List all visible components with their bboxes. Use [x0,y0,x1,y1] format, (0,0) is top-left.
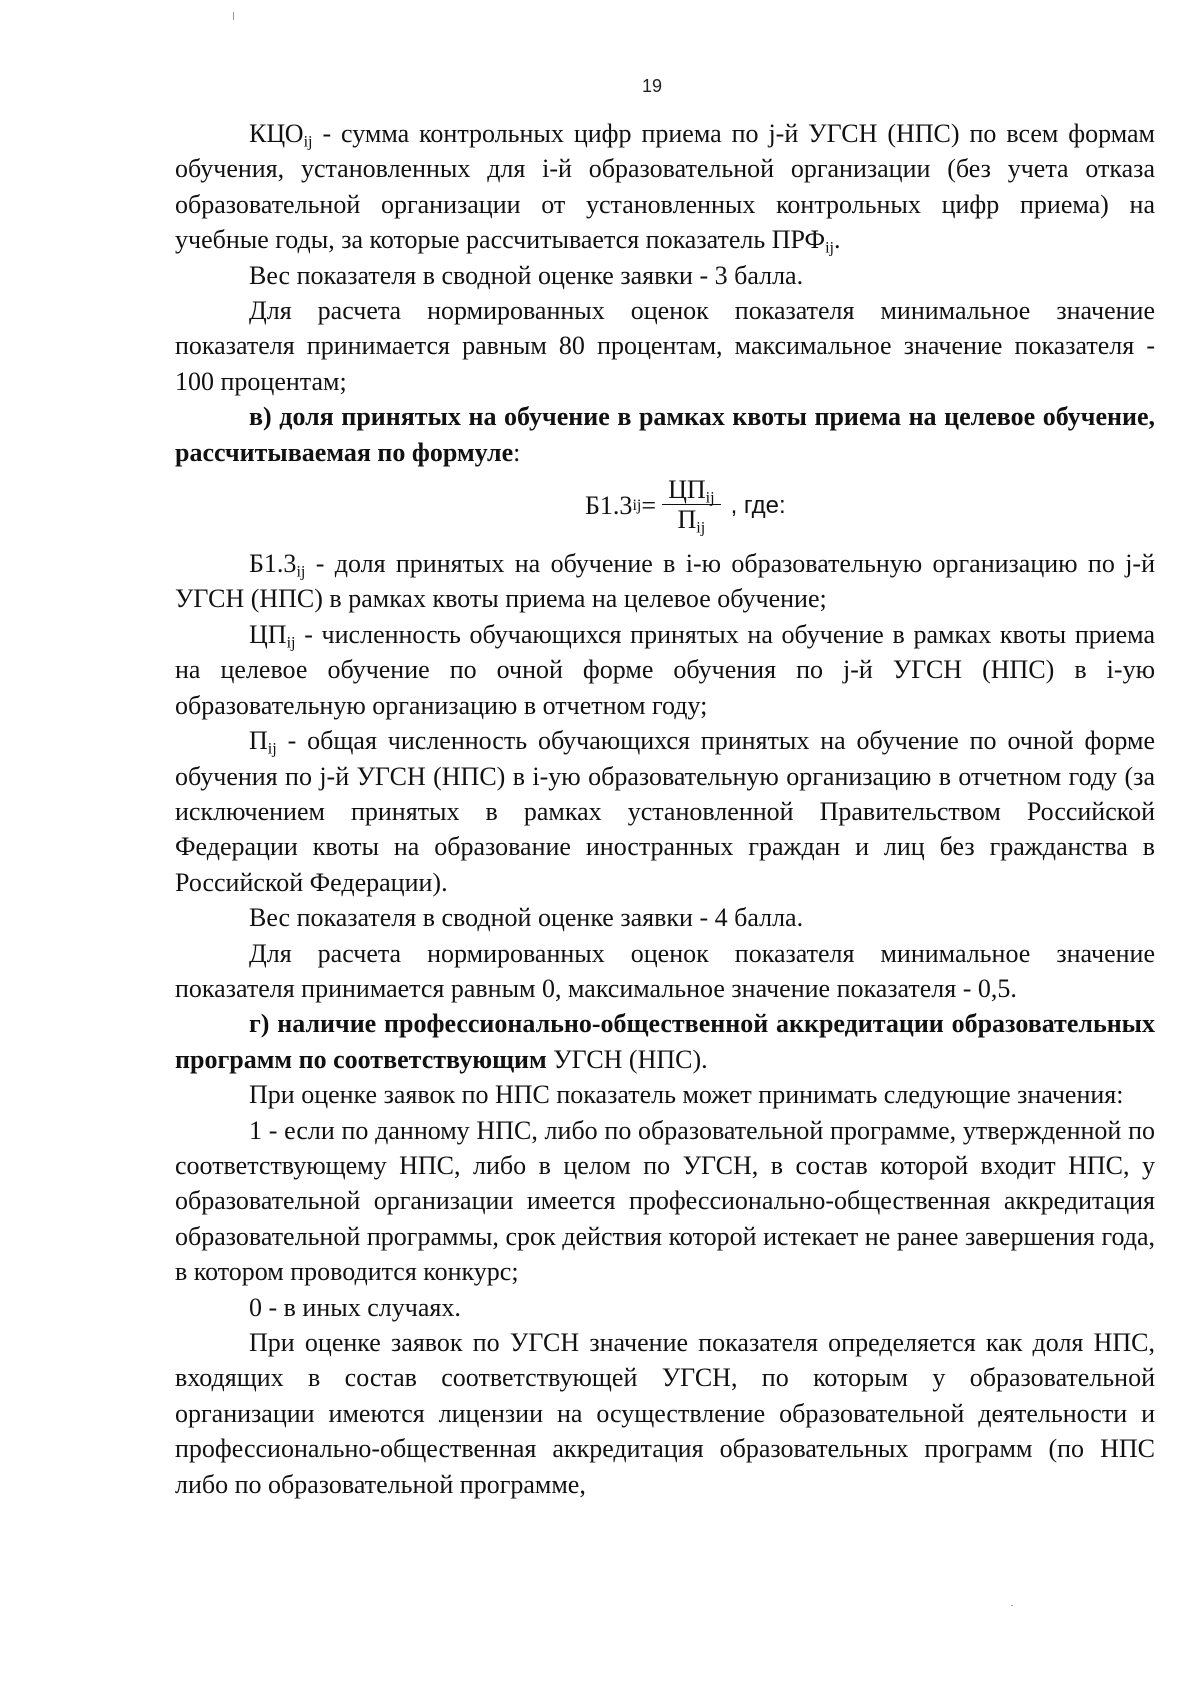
paragraph-weight-3: Вес показателя в сводной оценке заявки - 3 балла. [249,260,804,290]
formula-lhs: Б1.3 [585,490,633,520]
subscript: ij [267,740,277,758]
formula-equals: = [641,490,657,520]
formula-block [175,470,1155,546]
paragraph-p-definition [175,723,1155,900]
paragraph-kco-definition [175,116,1155,258]
paragraph-b13-definition [175,546,1155,617]
subscript: ij [825,239,835,257]
heading-text: в) доля принятых на обучение в рамках квоты приема на целевое обучение, рассчитываемая по формуле [175,402,1155,467]
formula-tail: , где: [730,491,786,519]
fraction-denominator [671,505,711,535]
fraction-numerator [662,475,721,507]
paragraph-value-0: 0 - в иных случаях. [249,1292,461,1322]
denominator-subscript: ij [696,519,706,537]
paragraph-value-1: 1 - если по данному НПС, либо по образовательной программе, утвержденной по соответствующему НПС, либо в целом по УГСН, в состав которой входит НПС, у образовательной организации имеется профессионально-общественная аккредитация образовательной программы, срок действия которой истекает не ранее завершения года, в котором проводится конкурс; [175,1115,1155,1287]
paragraph-weight-4: Вес показателя в сводной оценке заявки - 4 балла. [249,903,804,933]
subscript: ij [286,634,296,652]
paragraph-text: - доля принятых на обучение в i-ю образовательную организацию по j-й УГСН (НПС) в рамках квоты приема на целевое обучение; [175,549,1155,614]
formula-b13: Б1.3 ij = $\frac{ЦП_{ij}}{П_{ij}}$ , где: [585,475,786,537]
paragraph-normalization-0: Для расчета нормированных оценок показателя минимальное значение показателя принимается равным 0, максимальное значение показателя - 0,5. [175,938,1155,1003]
paragraph-text: - численность обучающихся принятых на обучение в рамках квоты приема на целевое обучение по очной форме обучения по j-й УГСН (НПС) в i-ую образовательную организацию в отчетном году; [175,619,1155,720]
paragraph-nps-values-intro: При оценке заявок по НПС показатель может принимать следующие значения: [249,1080,1124,1110]
heading-text: г) наличие профессионально-общественной аккредитации образовательных программ по соответствующим [175,1009,1155,1074]
term-cp: ЦП [249,619,287,649]
paragraph-cp-definition [175,617,1155,723]
formula-fraction [662,476,721,535]
document-body [175,116,1155,1502]
paragraph-normalization-80: Для расчета нормированных оценок показателя минимальное значение показателя принимается равным 80 процентам, максимальное значение показателя - 100 процентам; [175,296,1155,396]
term-p: П [249,726,268,756]
numerator-subscript: ij [705,489,715,507]
subscript: ij [296,563,306,581]
heading-tail: : [513,437,521,467]
scan-mark [233,12,234,20]
paragraph-text: - сумма контрольных цифр приема по j-й УГСН (НПС) по всем формам обучения, установленных для i-й образовательной организации (без учета отказа образовательной организации от установленных контрольных цифр приема) на учебные годы, за которые рассчитывается показатель ПРФ [175,119,1155,255]
paragraph-heading-g [175,1006,1155,1077]
subscript: ij [303,133,313,151]
paragraph-text: . [834,225,841,255]
page-number: 19 [641,76,663,96]
scan-mark [1011,1605,1013,1606]
term-kco: КЦО [249,119,304,148]
paragraph-ugsn-evaluation: При оценке заявок по УГСН значение показателя определяется как доля НПС, входящих в состав соответствующей УГСН, по которым у образовательной организации имеются лицензии на осуществление образовательной деятельности и профессионально-общественная аккредитация образовательных программ (по НПС либо по образовательной программе, [175,1328,1155,1499]
heading-tail: УГСН (НПС). [546,1044,708,1074]
term-b13: Б1.3 [249,549,297,579]
paragraph-text: - общая численность обучающихся принятых на обучение по очной форме обучения по j-й УГСН (НПС) в i-ую образовательную организацию в отчетном году (за исключением принятых в рамках установленной Правительством Российской Федерации квоты на образование иностранных граждан и лиц без гражданства в Российской Федерации). [175,726,1155,897]
denominator-text: П [677,505,697,535]
paragraph-heading-v [175,399,1155,470]
numerator-text: ЦП [668,475,706,505]
